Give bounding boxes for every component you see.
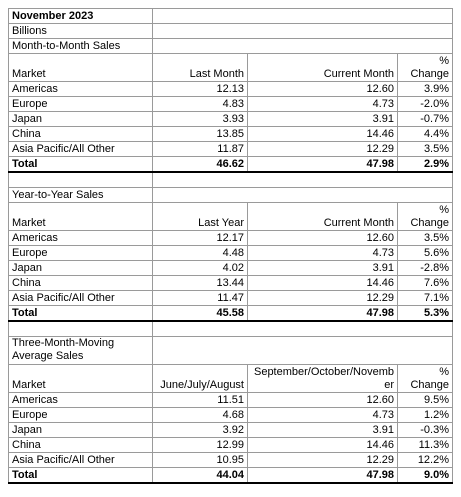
table-row (9, 246, 453, 261)
prior-cell[interactable]: 11.51 (153, 393, 248, 408)
table-row (9, 291, 453, 306)
change-cell[interactable]: 3.9% (398, 82, 453, 97)
table-row (9, 97, 453, 112)
table-row (9, 231, 453, 246)
change-cell[interactable]: 3.5% (398, 142, 453, 157)
market-cell[interactable]: China (9, 276, 153, 291)
market-cell[interactable]: Asia Pacific/All Other (9, 453, 153, 468)
change-cell[interactable]: -2.0% (398, 97, 453, 112)
total-prior[interactable]: 45.58 (153, 306, 248, 322)
prior-cell[interactable]: 4.02 (153, 261, 248, 276)
column-header-current[interactable]: Current Month (248, 54, 398, 82)
change-cell[interactable]: 12.2% (398, 453, 453, 468)
current-cell[interactable]: 12.60 (248, 393, 398, 408)
table-row (9, 438, 453, 453)
total-label[interactable]: Total (9, 157, 153, 173)
change-cell[interactable]: 4.4% (398, 127, 453, 142)
column-header-change[interactable]: % Change (398, 54, 453, 82)
column-header-current[interactable]: Current Month (248, 203, 398, 231)
table-row (9, 127, 453, 142)
prior-cell[interactable]: 4.83 (153, 97, 248, 112)
current-cell[interactable]: 14.46 (248, 276, 398, 291)
section-heading[interactable]: Year-to-Year Sales (9, 188, 153, 203)
change-cell[interactable]: 7.1% (398, 291, 453, 306)
prior-cell[interactable]: 13.85 (153, 127, 248, 142)
table-row (9, 261, 453, 276)
current-cell[interactable]: 3.91 (248, 423, 398, 438)
table-row (9, 82, 453, 97)
change-cell[interactable]: 11.3% (398, 438, 453, 453)
prior-cell[interactable]: 3.92 (153, 423, 248, 438)
current-cell[interactable]: 4.73 (248, 246, 398, 261)
current-cell[interactable]: 14.46 (248, 438, 398, 453)
change-cell[interactable]: -0.7% (398, 112, 453, 127)
total-row (9, 157, 453, 173)
sales-sheet (8, 8, 452, 484)
total-current[interactable]: 47.98 (248, 157, 398, 173)
market-cell[interactable]: China (9, 127, 153, 142)
unit-label[interactable]: Billions (9, 24, 153, 39)
spacer-row (9, 172, 453, 188)
table-row (9, 453, 453, 468)
table-row (9, 423, 453, 438)
total-prior[interactable]: 44.04 (153, 468, 248, 484)
market-cell[interactable]: Americas (9, 82, 153, 97)
current-cell[interactable]: 12.29 (248, 453, 398, 468)
market-cell[interactable]: Americas (9, 393, 153, 408)
market-cell[interactable]: Japan (9, 112, 153, 127)
prior-cell[interactable]: 12.99 (153, 438, 248, 453)
section-heading[interactable]: Month-to-Month Sales (9, 39, 153, 54)
table-row (9, 408, 453, 423)
report-title[interactable]: November 2023 (9, 9, 153, 24)
column-header-prior[interactable]: June/July/August (153, 365, 248, 393)
total-prior[interactable]: 46.62 (153, 157, 248, 173)
column-header-current[interactable]: September/October/November (248, 365, 398, 393)
table-row (9, 276, 453, 291)
total-current[interactable]: 47.98 (248, 468, 398, 484)
prior-cell[interactable]: 10.95 (153, 453, 248, 468)
market-cell[interactable]: China (9, 438, 153, 453)
total-current[interactable]: 47.98 (248, 306, 398, 322)
current-cell[interactable]: 12.60 (248, 82, 398, 97)
total-change[interactable]: 5.3% (398, 306, 453, 322)
total-row (9, 468, 453, 484)
total-label[interactable]: Total (9, 468, 153, 484)
market-cell[interactable]: Asia Pacific/All Other (9, 291, 153, 306)
current-cell[interactable]: 4.73 (248, 408, 398, 423)
change-cell[interactable]: 7.6% (398, 276, 453, 291)
current-cell[interactable]: 12.29 (248, 291, 398, 306)
market-cell[interactable]: Asia Pacific/All Other (9, 142, 153, 157)
column-header-change[interactable]: % Change (398, 365, 453, 393)
total-change[interactable]: 9.0% (398, 468, 453, 484)
prior-cell[interactable]: 3.93 (153, 112, 248, 127)
sales-table (8, 8, 453, 484)
current-cell[interactable]: 14.46 (248, 127, 398, 142)
column-header-prior[interactable]: Last Month (153, 54, 248, 82)
column-header-prior[interactable]: Last Year (153, 203, 248, 231)
prior-cell[interactable]: 13.44 (153, 276, 248, 291)
market-cell[interactable]: Americas (9, 231, 153, 246)
prior-cell[interactable]: 12.17 (153, 231, 248, 246)
total-change[interactable]: 2.9% (398, 157, 453, 173)
change-cell[interactable]: 1.2% (398, 408, 453, 423)
section-heading[interactable]: Three-Month-Moving Average Sales (9, 337, 153, 365)
prior-cell[interactable]: 11.87 (153, 142, 248, 157)
table-row (9, 112, 453, 127)
market-cell[interactable]: Japan (9, 423, 153, 438)
column-header-market[interactable]: Market (9, 54, 153, 82)
prior-cell[interactable]: 4.68 (153, 408, 248, 423)
column-header-change[interactable]: % Change (398, 203, 453, 231)
market-cell[interactable]: Europe (9, 97, 153, 112)
current-cell[interactable]: 4.73 (248, 97, 398, 112)
spacer-row (9, 321, 453, 337)
prior-cell[interactable]: 4.48 (153, 246, 248, 261)
prior-cell[interactable]: 12.13 (153, 82, 248, 97)
table-row (9, 142, 453, 157)
market-cell[interactable]: Japan (9, 261, 153, 276)
market-cell[interactable]: Europe (9, 408, 153, 423)
current-cell[interactable]: 12.29 (248, 142, 398, 157)
current-cell[interactable]: 3.91 (248, 261, 398, 276)
column-header-market[interactable]: Market (9, 203, 153, 231)
total-row (9, 306, 453, 322)
current-cell[interactable]: 12.60 (248, 231, 398, 246)
change-cell[interactable]: -0.3% (398, 423, 453, 438)
current-cell[interactable]: 3.91 (248, 112, 398, 127)
change-cell[interactable]: 9.5% (398, 393, 453, 408)
market-cell[interactable]: Europe (9, 246, 153, 261)
prior-cell[interactable]: 11.47 (153, 291, 248, 306)
change-cell[interactable]: 5.6% (398, 246, 453, 261)
table-row (9, 393, 453, 408)
column-header-market[interactable]: Market (9, 365, 153, 393)
change-cell[interactable]: 3.5% (398, 231, 453, 246)
total-label[interactable]: Total (9, 306, 153, 322)
change-cell[interactable]: -2.8% (398, 261, 453, 276)
